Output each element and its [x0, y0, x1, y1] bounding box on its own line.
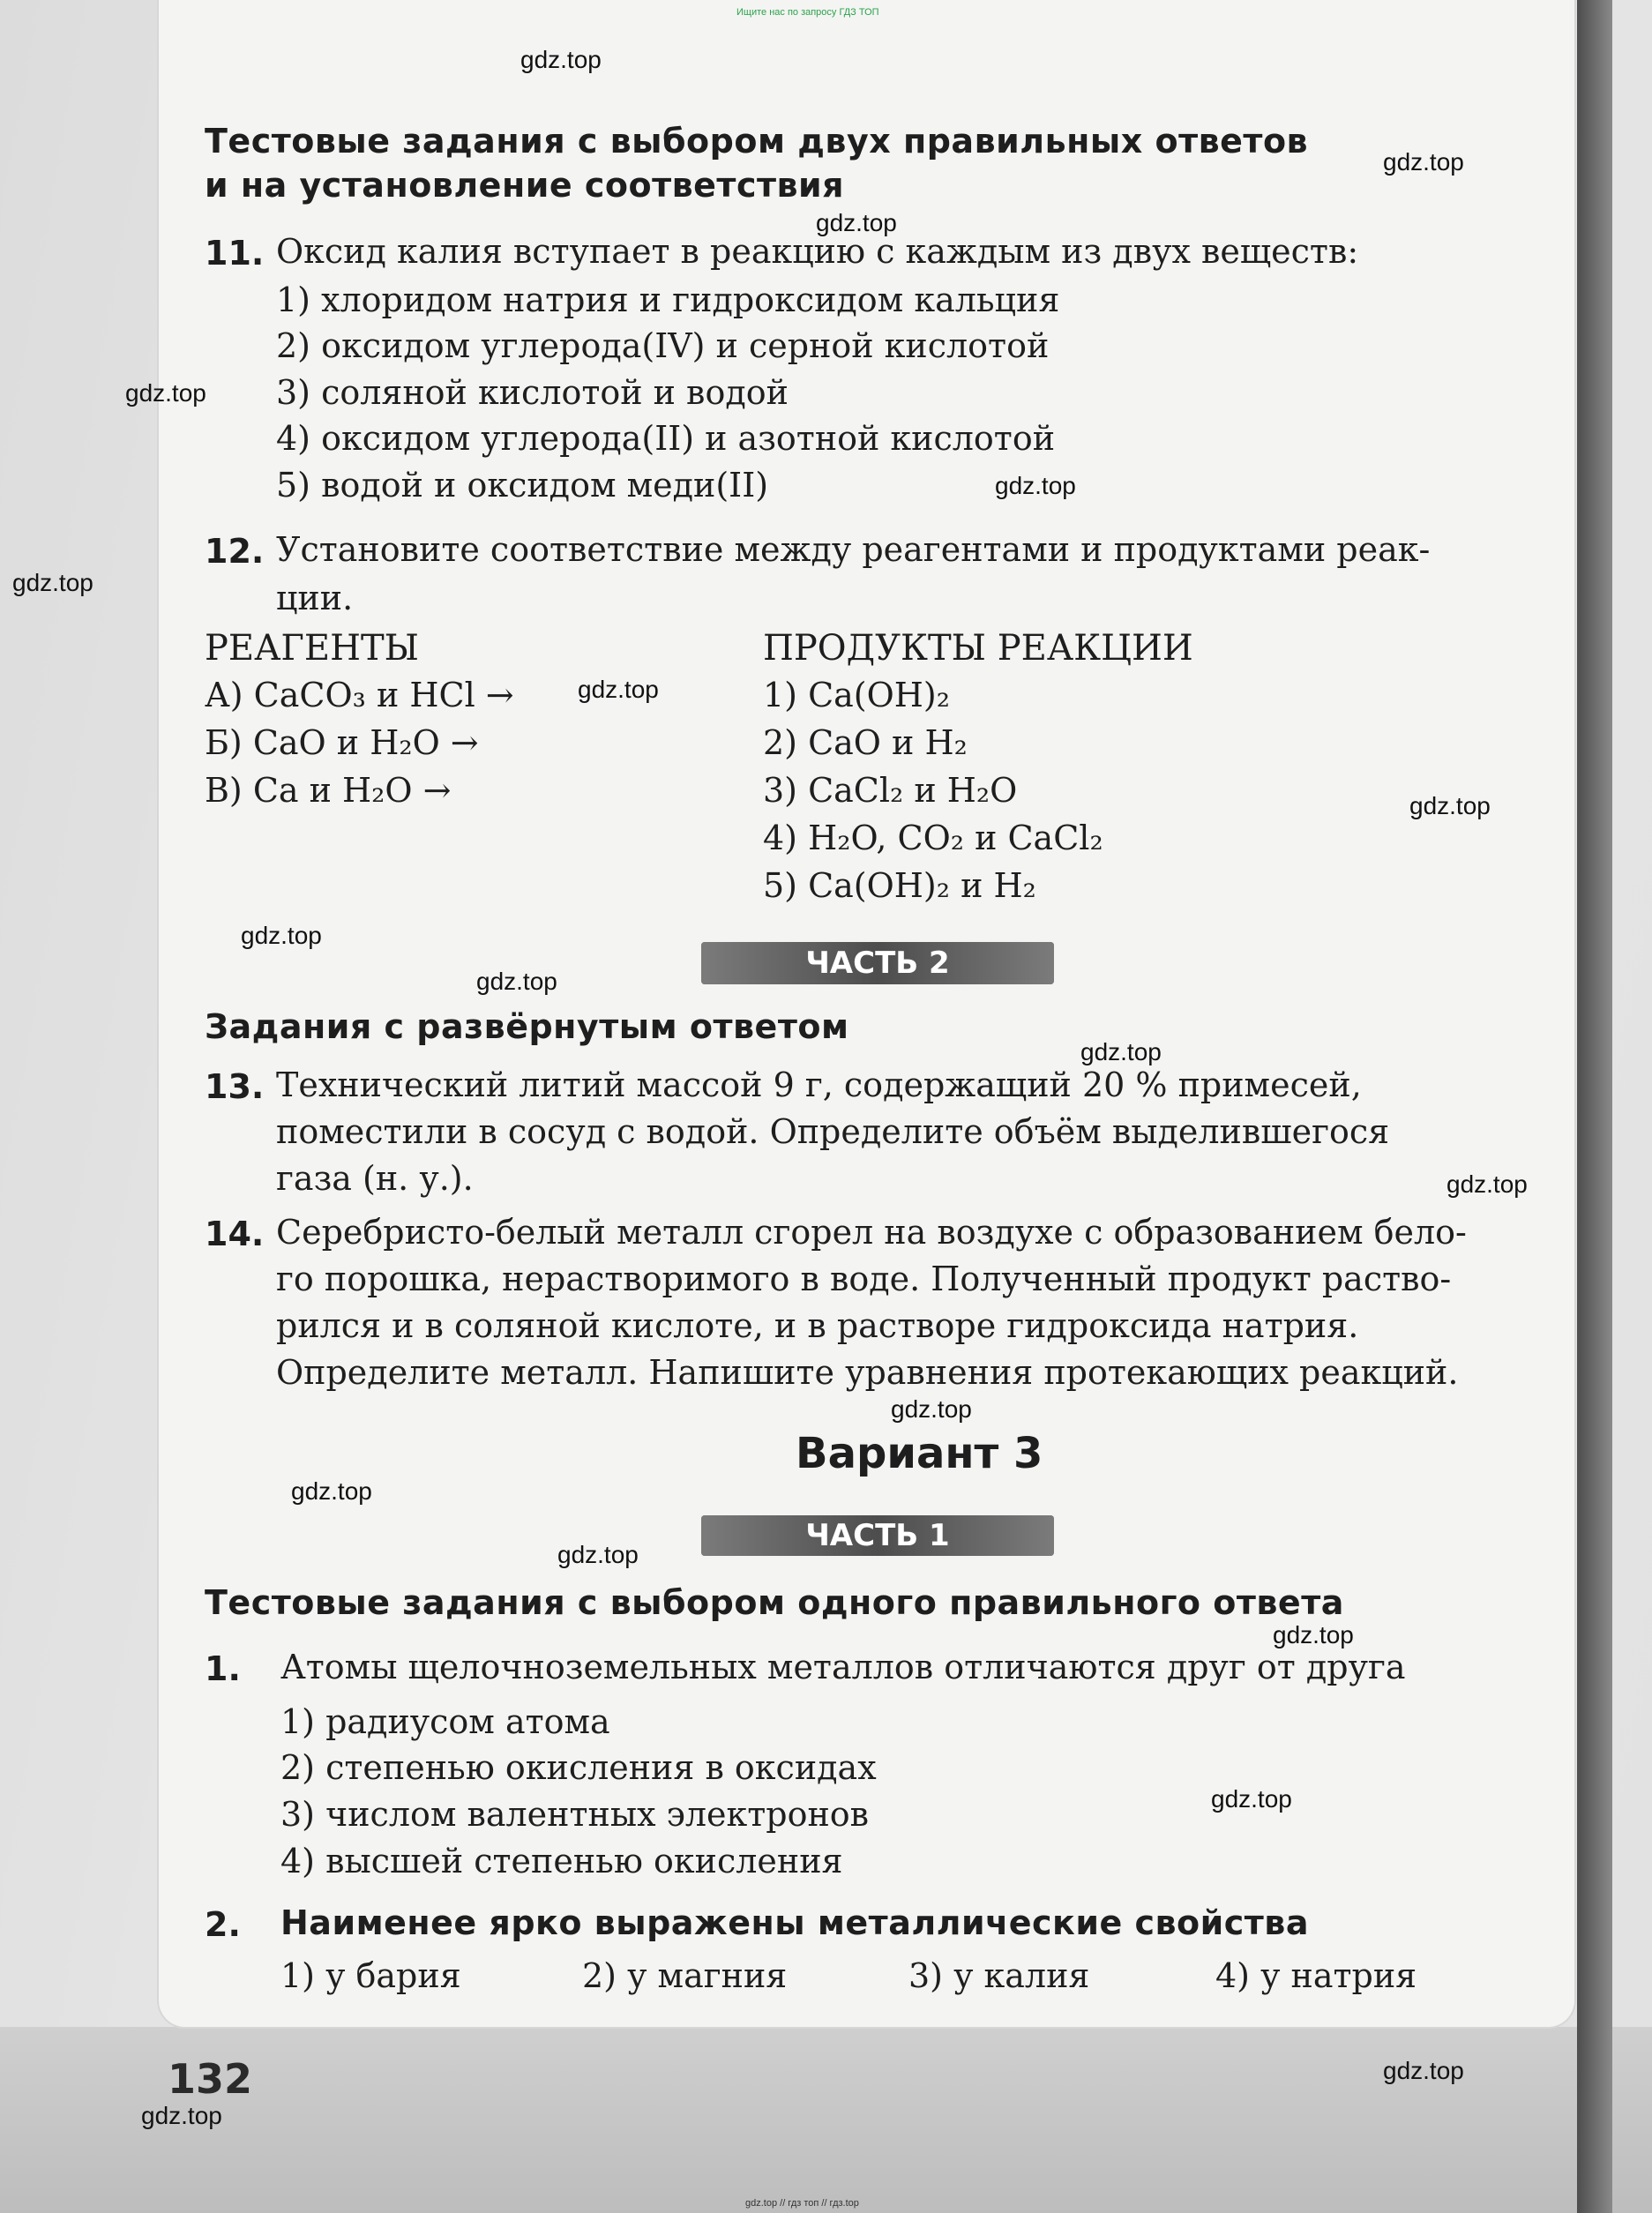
question-text: Наименее ярко выражены металлические свойства: [280, 1903, 1309, 1942]
watermark: gdz.top: [125, 379, 206, 407]
answer-option: 3) у калия: [908, 1956, 1090, 1995]
products-header: ПРОДУКТЫ РЕАКЦИИ: [763, 628, 1193, 669]
reagent-item: В) Ca и H₂O →: [205, 771, 452, 810]
product-item: 2) CaO и H₂: [763, 723, 968, 762]
question-text: Серебристо-белый металл сгорел на воздухе с образованием бело-: [276, 1213, 1467, 1252]
watermark: gdz.top: [141, 2102, 222, 2129]
page-spine-shadow: [1577, 0, 1612, 2213]
reagent-item: Б) CaO и H₂O →: [205, 723, 479, 762]
watermark: gdz.top: [241, 922, 322, 949]
product-item: 5) Ca(OH)₂ и H₂: [763, 866, 1036, 905]
question-text: газа (н. у.).: [276, 1159, 474, 1198]
reagent-item: А) CaCO₃ и HCl →: [205, 676, 514, 714]
answer-option: 4) у натрия: [1215, 1956, 1417, 1995]
answer-option: 2) оксидом углерода(IV) и серной кислотой: [276, 326, 1050, 365]
watermark: gdz.top: [1383, 148, 1464, 176]
reagents-header: РЕАГЕНТЫ: [205, 628, 420, 669]
question-text: Оксид калия вступает в реакцию с каждым из двух веществ:: [276, 232, 1359, 271]
answer-option: 2) степенью окисления в оксидах: [280, 1748, 877, 1787]
question-text: Определите металл. Напишите уравнения протекающих реакций.: [276, 1353, 1459, 1392]
question-text: рился и в соляной кислоте, и в растворе гидроксида натрия.: [276, 1306, 1359, 1345]
page-number: 132: [168, 2055, 253, 2103]
answer-option: 1) радиусом атома: [280, 1702, 610, 1741]
watermark: gdz.top: [995, 472, 1076, 499]
question-text: Технический литий массой 9 г, содержащий 20 % примесей,: [276, 1065, 1362, 1104]
top-banner: Ищите нас по запросу ГДЗ ТОП: [736, 7, 879, 18]
answer-option: 1) хлоридом натрия и гидроксидом кальция: [276, 280, 1060, 319]
watermark: gdz.top: [557, 1541, 639, 1568]
question-number: 1.: [205, 1649, 241, 1688]
answer-option: 5) водой и оксидом меди(II): [276, 466, 769, 505]
answer-option: 4) высшей степенью окисления: [280, 1842, 843, 1880]
question-number: 12.: [205, 532, 265, 571]
product-item: 1) Ca(OH)₂: [763, 676, 950, 714]
question-text: Установите соответствие между реагентами и продуктами реак-: [276, 530, 1431, 569]
watermark: gdz.top: [1446, 1170, 1528, 1198]
question-text: поместили в сосуд с водой. Определите объём выделившегося: [276, 1112, 1390, 1151]
watermark: gdz.top: [12, 569, 93, 596]
variant-title: Вариант 3: [796, 1429, 1043, 1478]
part-label: ЧАСТЬ 2: [701, 942, 1054, 984]
section-title: Задания с развёрнутым ответом: [205, 1007, 849, 1046]
product-item: 4) H₂O, CO₂ и CaCl₂: [763, 819, 1103, 857]
section-title: и на установление соответствия: [205, 166, 845, 205]
watermark: gdz.top: [578, 676, 659, 703]
answer-option: 4) оксидом углерода(II) и азотной кислотой: [276, 419, 1056, 458]
section-title: Тестовые задания с выбором двух правильных ответов: [205, 122, 1309, 161]
watermark: gdz.top: [891, 1395, 972, 1423]
section-title: Тестовые задания с выбором одного правильного ответа: [205, 1583, 1344, 1622]
answer-option: 2) у магния: [582, 1956, 788, 1995]
product-item: 3) CaCl₂ и H₂O: [763, 771, 1018, 810]
bottom-banner: gdz.top // гдз топ // гдз.top: [745, 2198, 859, 2209]
question-text: Атомы щелочноземельных металлов отличаются друг от друга: [280, 1648, 1406, 1686]
question-number: 2.: [205, 1905, 241, 1944]
answer-option: 3) соляной кислотой и водой: [276, 373, 789, 412]
watermark: gdz.top: [1409, 792, 1491, 819]
watermark: gdz.top: [291, 1477, 372, 1505]
question-number: 11.: [205, 234, 265, 273]
answer-option: 3) числом валентных электронов: [280, 1795, 870, 1834]
watermark: gdz.top: [520, 46, 602, 73]
answer-option: 1) у бария: [280, 1956, 461, 1995]
question-text: го порошка, нерастворимого в воде. Полученный продукт раство-: [276, 1260, 1452, 1298]
question-text: ции.: [276, 579, 354, 617]
watermark: gdz.top: [476, 968, 557, 995]
part-label: ЧАСТЬ 1: [701, 1515, 1054, 1556]
watermark: gdz.top: [1211, 1785, 1292, 1813]
watermark: gdz.top: [1273, 1621, 1354, 1649]
question-number: 14.: [205, 1215, 265, 1253]
watermark: gdz.top: [816, 209, 897, 236]
watermark: gdz.top: [1080, 1038, 1162, 1065]
watermark: gdz.top: [1383, 2057, 1464, 2084]
question-number: 13.: [205, 1067, 265, 1106]
